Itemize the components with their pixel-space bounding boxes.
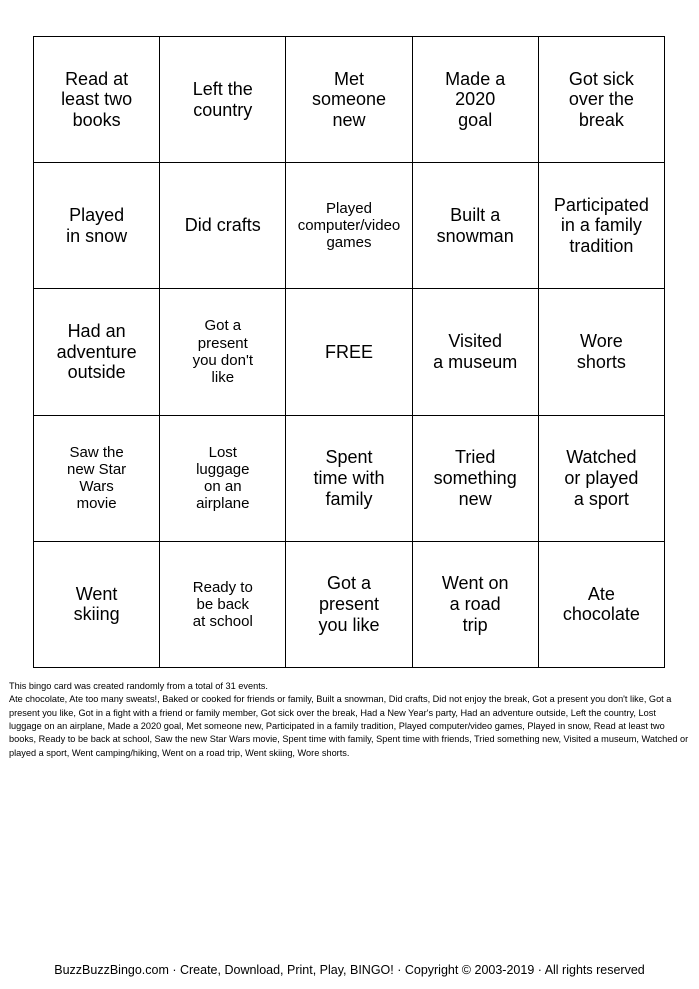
bingo-cell: Watched or played a sport xyxy=(539,416,665,542)
bingo-cell: Lost luggage on an airplane xyxy=(160,416,286,542)
bingo-cell: Saw the new Star Wars movie xyxy=(34,416,160,542)
bingo-cell: Played computer/video games xyxy=(286,163,412,289)
bingo-cell: Got a present you don't like xyxy=(160,289,286,415)
card-info xyxy=(9,680,691,760)
bingo-cell: Participated in a family tradition xyxy=(539,163,665,289)
bingo-cell: Played in snow xyxy=(34,163,160,289)
bingo-cell: Went on a road trip xyxy=(413,542,539,668)
bingo-cell: Left the country xyxy=(160,37,286,163)
bingo-cell: Read at least two books xyxy=(34,37,160,163)
bingo-cell: Made a 2020 goal xyxy=(413,37,539,163)
bingo-cell: Went skiing xyxy=(34,542,160,668)
card-info-events: Ate chocolate, Ate too many sweats!, Baked or cooked for friends or family, Built a snowman, Did crafts, Did not enjoy the break, Got a present you don't like, Got a present you like, Got in a fight with a friend or family member, Got sick over the break, Had a New Year's party, Had an adventure outside, Left the country, Lost luggage on an airplane, Made a 2020 goal, Met someone new, Participated in a family tradition, Played computer/video games, Played in snow, Read at least two books, Ready to be back at school, Saw the new Star Wars movie, Spent time with family, Spent time with friends, Tried something new, Visited a museum, Watched or played a sport, Went camping/hiking, Went on a road trip, Went skiing, Wore shorts. xyxy=(9,694,689,758)
bingo-cell: Got sick over the break xyxy=(539,37,665,163)
bingo-card-grid xyxy=(33,36,665,668)
bingo-cell: Ready to be back at school xyxy=(160,542,286,668)
card-info-intro: This bingo card was created randomly from a total of 31 events. xyxy=(9,681,268,691)
page-footer: BuzzBuzzBingo.com · Create, Download, Print, Play, BINGO! · Copyright © 2003-2019 · All rights reserved xyxy=(54,963,645,977)
bingo-free-cell: FREE xyxy=(286,289,412,415)
bingo-cell: Visited a museum xyxy=(413,289,539,415)
bingo-cell: Got a present you like xyxy=(286,542,412,668)
bingo-cell: Built a snowman xyxy=(413,163,539,289)
bingo-cell: Did crafts xyxy=(160,163,286,289)
bingo-cell: Had an adventure outside xyxy=(34,289,160,415)
bingo-cell: Wore shorts xyxy=(539,289,665,415)
bingo-cell: Spent time with family xyxy=(286,416,412,542)
bingo-cell: Tried something new xyxy=(413,416,539,542)
bingo-cell: Met someone new xyxy=(286,37,412,163)
bingo-cell: Ate chocolate xyxy=(539,542,665,668)
